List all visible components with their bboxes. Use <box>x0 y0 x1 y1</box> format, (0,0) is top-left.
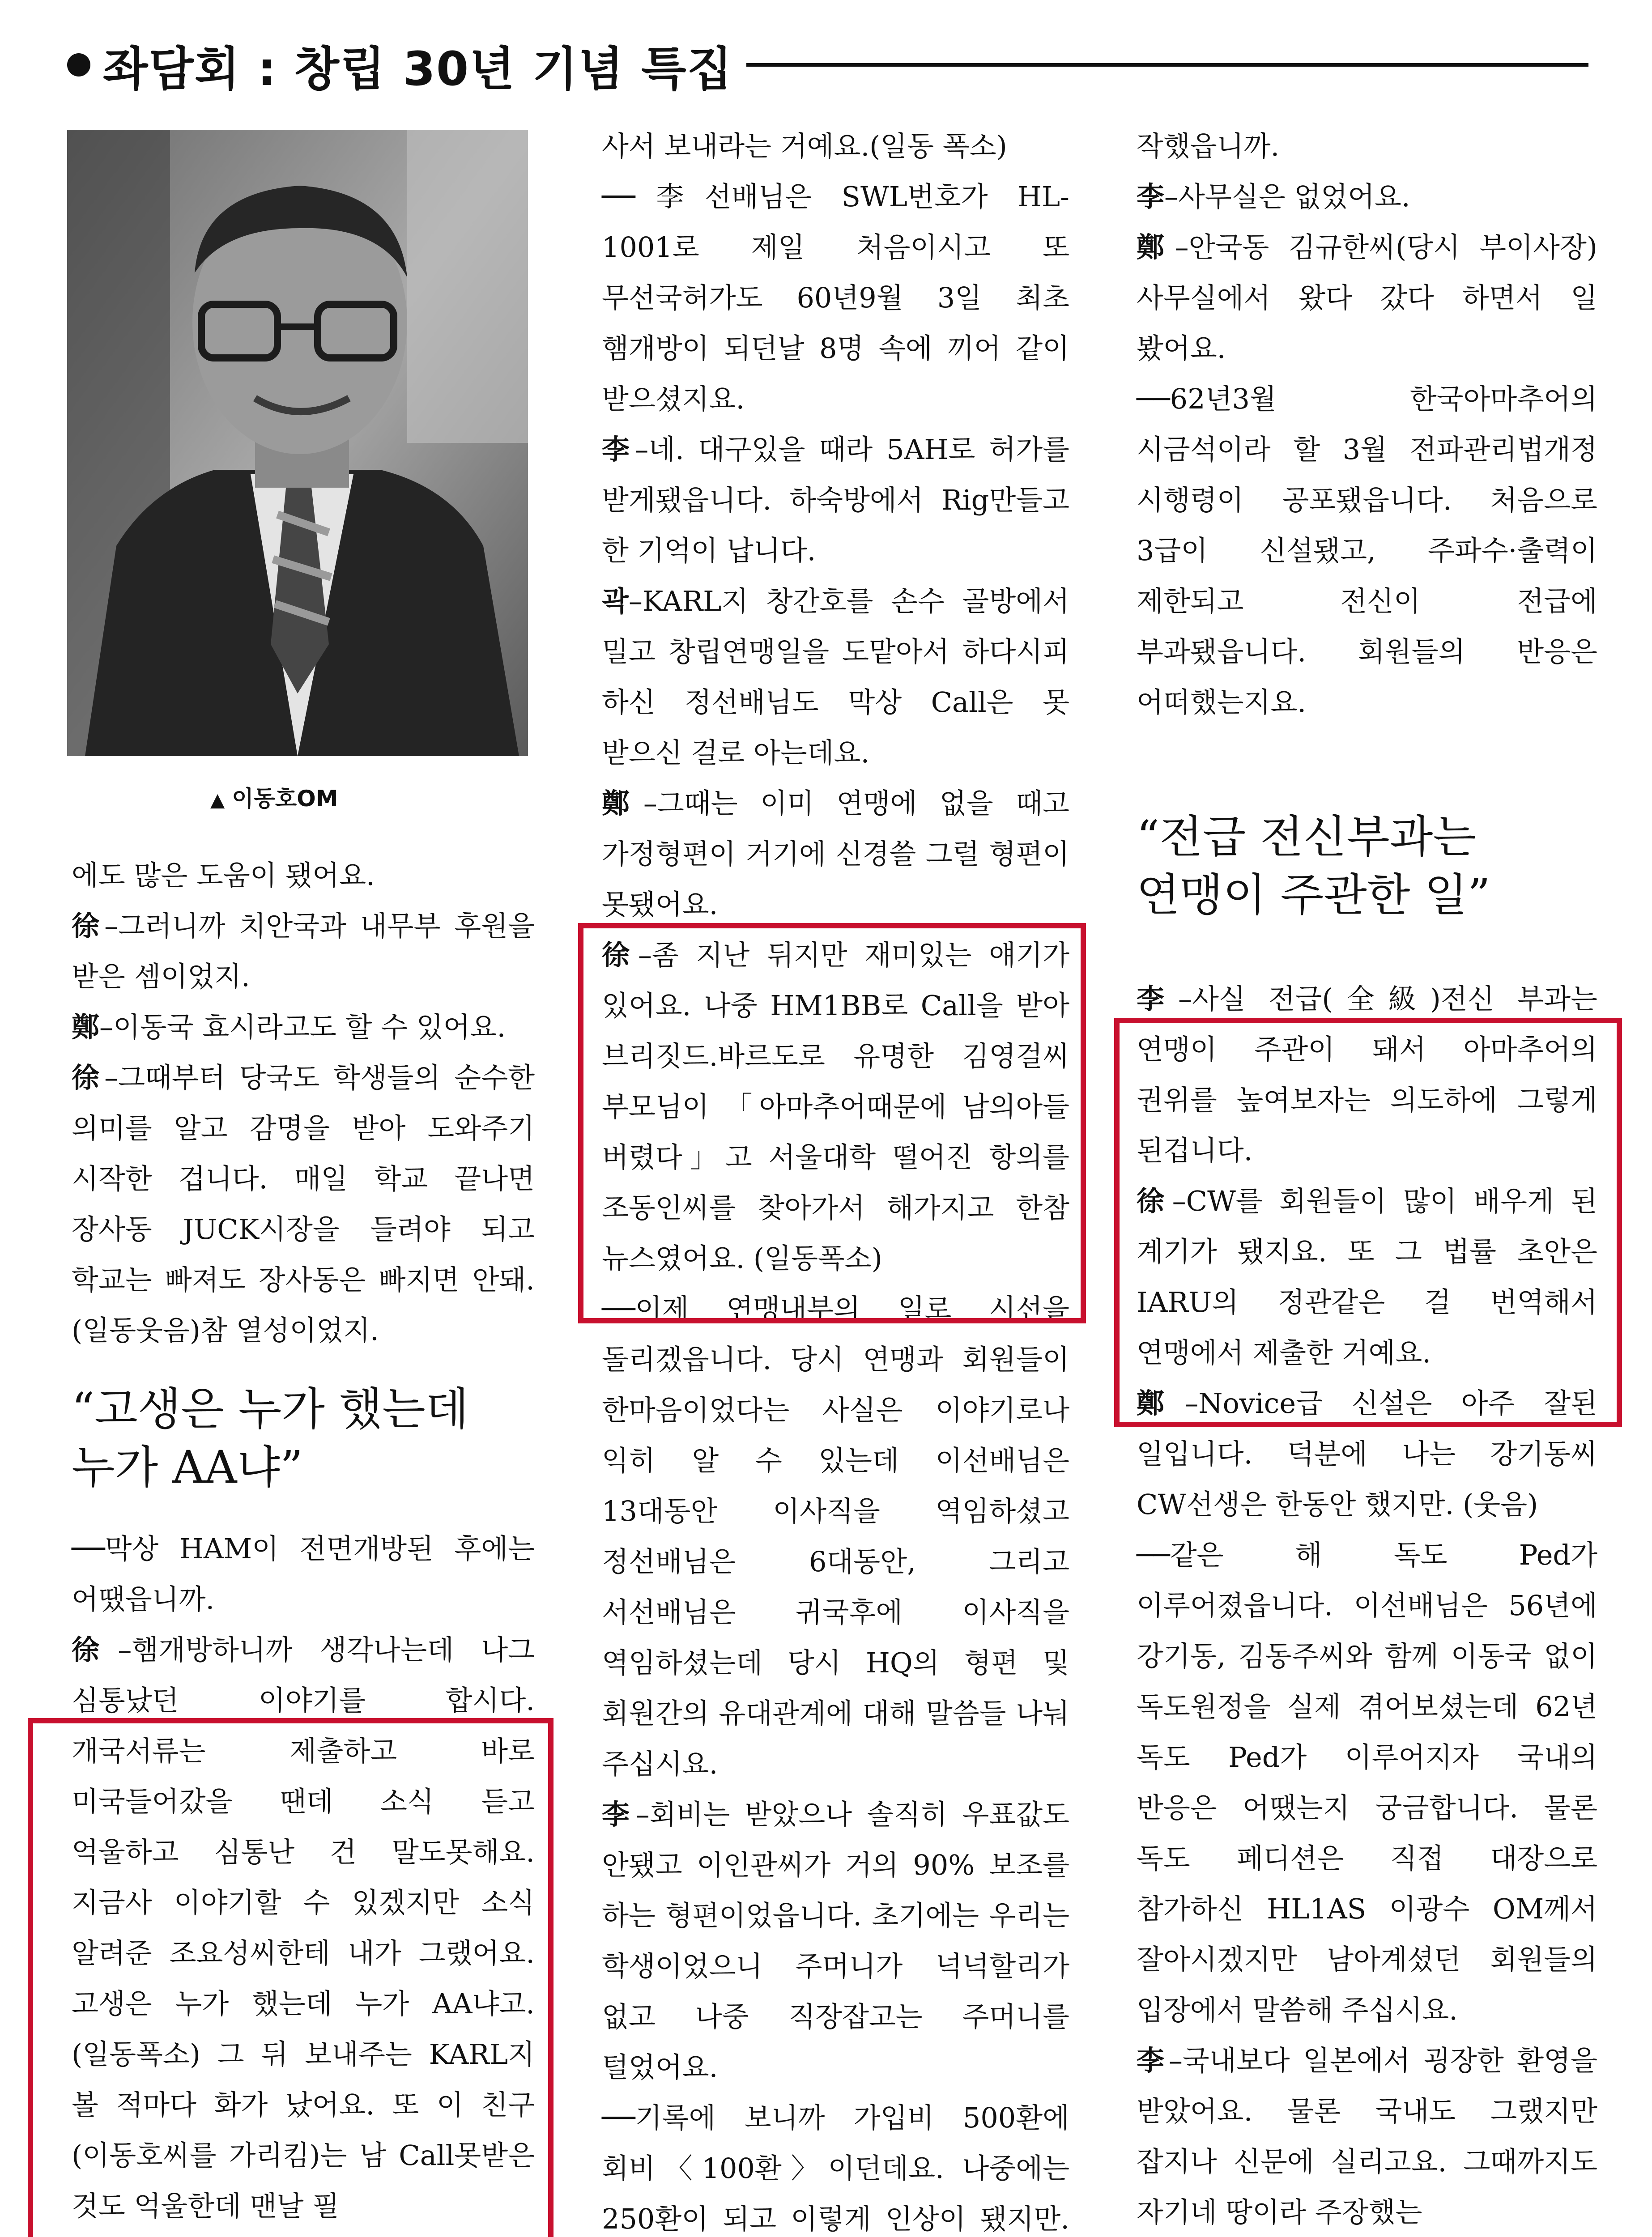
paragraph-text: –그때는 이미 연맹에 없을 때고 가정형편이 거기에 신경쓸 그럴 형편이 못됐어요. <box>602 787 1069 921</box>
speaker-label: 李 <box>602 433 635 466</box>
paragraph-text: –Novice급 신설은 아주 잘된 일입니다. 덕분에 나는 강기동씨 CW선생은 한동안 했지만. (웃음) <box>1137 1387 1597 1521</box>
paragraph <box>602 2092 1069 2237</box>
portrait-photo-image <box>67 130 528 756</box>
speaker-label: 鄭 <box>1137 1387 1185 1420</box>
highlight-box <box>28 1718 554 2237</box>
paragraph-text: –CW를 회원들이 많이 배우게 된 계기가 됐지요. 또 그 법률 초안은 IARU의 정관같은 걸 번역해서 연맹에서 제출한 거예요. <box>1137 1185 1597 1369</box>
paragraph-text: –이동국 효시라고도 할 수 있어요. <box>99 1011 506 1043</box>
paragraph <box>602 171 1069 424</box>
paragraph <box>602 424 1069 576</box>
paragraph <box>1137 374 1597 727</box>
paragraph-text: –국내보다 일본에서 굉장한 환영을 받았어요. 물론 국내도 그랬지만 잡지나 신문에 실리고요. 그때까지도 자기네 땅이라 주장했는 <box>1137 2044 1597 2228</box>
paragraph <box>72 1523 535 1625</box>
column-spacer <box>1137 727 1597 808</box>
paragraph-text: –사실 전급(全級)전신 부과는 연맹이 주관이 돼서 아마추어의 권위를 높여보자는 의도하에 그렇게 된겁니다. <box>1137 982 1597 1167</box>
section-title: 좌담회 : 창립 30년 기념 특집 <box>103 42 733 96</box>
pull-quote-text: “고생은 누가 했는데 누가 AA냐” <box>72 1383 469 1493</box>
speaker-label: 徐 <box>602 939 638 971</box>
paragraph-text: ──기록에 보니까 가입비 500환에 회비〈100환〉이던데요. 나중에는 250환이 되고 이렇게 인상이 됐지만. <box>602 2101 1069 2235</box>
paragraph <box>602 1284 1069 1789</box>
paragraph-text: –햄개방하니까 생각나는데 나그 심통났던 이야기를 합시다. 개국서류는 제출하고 바로 미국들어갔을 땐데 소식 듣고 억울하고 심통난 건 말도못해요. 지금사 이야기할 수 있겠지만 소식 알려준 조요성씨한테 내가 그랬어요. 고생은 누가 했는데 누가 AA냐고. (일동폭소) 그 뒤 보내주는 KARL지 볼 적마다 화가 났어요. 또 이 친구(이동호씨를 가리킴)는 남 Call못받은 것도 억울한데 맨날 필 <box>72 1633 535 2222</box>
pull-quote-heading <box>1137 808 1597 924</box>
portrait-photo <box>67 130 528 756</box>
paragraph-text: –회비는 받았으나 솔직히 우표값도 안됐고 이인관씨가 거의 90% 보조를 하는 형편이었읍니다. 초기에는 우리는 학생이었으니 주머니가 넉넉할리가 없고 나중 직장잡고는 주머니를 털었어요. <box>602 1798 1069 2084</box>
paragraph-text: –사무실은 없었어요. <box>1164 180 1410 213</box>
paragraph <box>1137 171 1597 222</box>
speaker-label: 徐 <box>1137 1185 1172 1217</box>
paragraph <box>72 1052 535 1356</box>
paragraph-text: 작했읍니까. <box>1137 130 1280 162</box>
paragraph <box>602 1789 1069 2092</box>
paragraph-text: –KARL지 창간호를 손수 골방에서 밀고 창립연맹일을 도맡아서 하다시피 하신 정선배님도 막상 Call은 못 받으신 걸로 아는데요. <box>602 585 1069 769</box>
paragraph-text: –안국동 김규한씨(당시 부이사장)사무실에서 왔다 갔다 하면서 일 봤어요. <box>1137 231 1597 365</box>
paragraph <box>602 576 1069 778</box>
speaker-label: 李 <box>602 1798 636 1831</box>
paragraph-text: 에도 많은 도움이 됐어요. <box>72 859 375 892</box>
paragraph-text: –좀 지난 뒤지만 재미있는 얘기가 있어요. 나중 HM1BB로 Call을 받아 브리짓드.바르도로 유명한 김영걸씨 부모님이 「아마추어때문에 남의아들 버렸다」고 서울대학 떨어진 항의를 조동인씨를 찾아가서 해가지고 한참 뉴스였어요. (일동폭소) <box>602 939 1069 1275</box>
speaker-label: 徐 <box>72 1633 118 1666</box>
paragraph <box>602 778 1069 930</box>
paragraph-text: ──같은 해 독도 Ped가 이루어졌읍니다. 이선배님은 56년에 강기동, 김동주씨와 함께 이동국 없이 독도원정을 실제 겪어보셨는데 62년 독도 Ped가 이루어지자 국내의 반응은 어땠는지 궁금합니다. 물론 독도 페디션은 직접 대장으로 참가하신 HL1AS 이광수 OM께서 잘아시겠지만 남아계셨던 회원들의 입장에서 말씀해 주십시요. <box>1137 1539 1597 2026</box>
speaker-label: 徐 <box>72 910 105 942</box>
triangle-up-icon: ▲ <box>210 789 225 811</box>
paragraph <box>602 121 1069 171</box>
bullet-icon <box>67 53 90 77</box>
speaker-label: 鄭 <box>72 1011 100 1043</box>
photo-caption-text: 이동호OM <box>232 786 338 812</box>
section-header <box>67 31 1588 98</box>
highlight-box <box>578 923 1086 1323</box>
speaker-label: 鄭 <box>1137 231 1175 264</box>
paragraph <box>72 850 535 901</box>
paragraph <box>1137 2035 1597 2237</box>
speaker-label: 鄭 <box>602 787 643 820</box>
paragraph-text: –그때부터 당국도 학생들의 순수한 의미를 알고 감명을 받아 도와주기 시작한 겁니다. 매일 학교 끝나면 장사동 JUCK시장을 들려야 되고 학교는 빠져도 장사동은 빠지면 안돼. (일동웃음)참 열성이었지. <box>72 1061 535 1347</box>
paragraph <box>1137 222 1597 374</box>
paragraph-text: 사서 보내라는 거예요.(일동 폭소) <box>602 130 1007 162</box>
paragraph <box>1137 1530 1597 2035</box>
paragraph <box>72 1002 535 1052</box>
paragraph <box>1137 121 1597 171</box>
paragraph-text: ──막상 HAM이 전면개방된 후에는 어땠읍니까. <box>72 1532 535 1616</box>
speaker-label: 李 <box>1137 180 1165 213</box>
paragraph-text: ──62년3월 한국아마추어의 시금석이라 할 3월 전파관리법개정 시행령이 공포됐읍니다. 처음으로 3급이 신설됐고, 주파수·출력이 제한되고 전신이 전급에 부과됐읍니다. 회원들의 반응은 어떠했는지요. <box>1137 383 1597 719</box>
paragraph <box>72 901 535 1002</box>
speaker-label: 徐 <box>72 1061 105 1094</box>
speaker-label: 李 <box>1137 2044 1169 2077</box>
pull-quote-heading <box>72 1380 535 1497</box>
header-rule <box>746 63 1588 67</box>
speaker-label: 李 <box>1137 982 1179 1015</box>
photo-caption <box>210 781 338 813</box>
speaker-label: 곽 <box>602 585 629 617</box>
highlight-box <box>1114 1018 1622 1427</box>
paragraph-text: ──이제 연맹내부의 일로 시선을 돌리겠읍니다. 당시 연맹과 회원들이 한마음이었다는 사실은 이야기로나 익히 알 수 있는데 이선배님은 13대동안 이사직을 역임하셨고 정선배님은 6대동안, 그리고 서선배님은 귀국후에 이사직을 역임하셨는데 당시 HQ의 형편 및 회원간의 유대관계에 대해 말씀들 나눠 주십시요. <box>602 1293 1069 1780</box>
pull-quote-text: “전급 전신부과는 연맹이 주관한 일” <box>1137 811 1490 921</box>
paragraph-text: –그러니까 치안국과 내무부 후원을 받은 셈이었지. <box>72 910 535 993</box>
paragraph-text: ──李선배님은 SWL번호가 HL-1001로 제일 처음이시고 또 무선국허가도 60년9월 3일 최초 햄개방이 되던날 8명 속에 끼어 같이 받으셨지요. <box>602 180 1069 415</box>
paragraph-text: –네. 대구있을 때라 5AH로 허가를 받게됐읍니다. 하숙방에서 Rig만들고 한 기억이 납니다. <box>602 433 1069 567</box>
